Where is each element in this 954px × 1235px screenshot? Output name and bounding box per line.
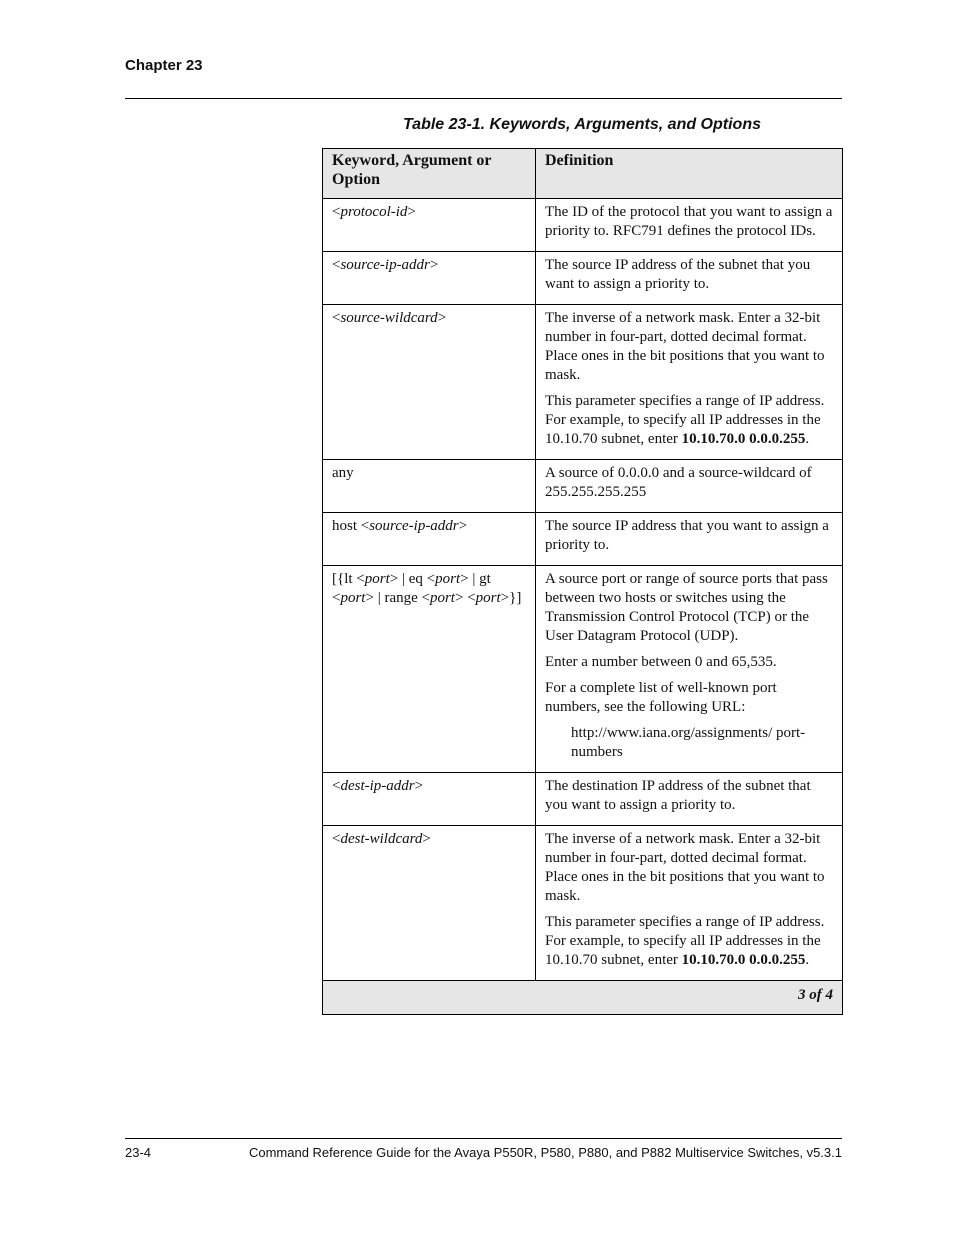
definition-cell [536,199,843,252]
header-rule [125,98,842,99]
footer-rule [125,1138,842,1139]
definition-paragraph: This parameter specifies a range of IP address. For example, to specify all IP addresses in the 10.10.70 subnet, enter 10.10.70.0 0.0.0.255. [545,914,825,968]
definition-paragraph: The source IP address that you want to assign a priority to. [545,518,829,553]
keyword-placeholder: port [435,571,461,587]
table-row [323,199,843,252]
keyword-cell: <dest-wildcard> [323,826,536,981]
keyword-placeholder: source-ip-addr [340,257,430,273]
definition-paragraph: A source port or range of source ports that pass between two hosts or switches using the Transmission Control Protocol (TCP) or the User Datagram Protocol (UDP). [545,571,828,644]
example-value: 10.10.70.0 0.0.0.255 [681,431,806,447]
column-header-keyword: Keyword, Argument or Option [323,149,536,199]
document-title: Command Reference Guide for the Avaya P550R, P580, P880, and P882 Multiservice Switches, v5.3.1 [248,1145,842,1160]
keyword-placeholder: source-wildcard [340,310,438,326]
table-row [323,566,843,773]
definition-paragraph: A source of 0.0.0.0 and a source-wildcard of 255.255.255.255 [545,465,812,500]
example-value: 10.10.70.0 0.0.0.255 [681,952,806,968]
definition-cell [536,566,843,773]
table-page-indicator: 3 of 4 [323,981,843,1015]
chapter-heading: Chapter 23 [125,57,203,74]
definition-paragraph: The destination IP address of the subnet that you want to assign a priority to. [545,778,811,813]
definition-cell [536,460,843,513]
column-header-definition: Definition [536,149,843,199]
table-header-row [323,149,843,199]
table-row [323,252,843,305]
keyword-placeholder: port [429,590,455,606]
keyword-cell: host <source-ip-addr> [323,513,536,566]
definition-paragraph: For a complete list of well-known port numbers, see the following URL: [545,680,777,715]
keyword-cell: <source-ip-addr> [323,252,536,305]
keyword-placeholder: protocol-id [340,204,408,220]
definition-paragraph: This parameter specifies a range of IP address. For example, to specify all IP addresses in the 10.10.70 subnet, enter 10.10.70.0 0.0.0.255. [545,393,825,447]
definition-cell [536,773,843,826]
keyword-placeholder: port [364,571,390,587]
table-row [323,305,843,460]
keyword-placeholder: port [475,590,501,606]
definition-cell [536,252,843,305]
page-number: 23-4 [125,1145,152,1160]
table-row [323,826,843,981]
keyword-cell: <source-wildcard> [323,305,536,460]
keyword-placeholder: port [340,590,366,606]
definition-paragraph: Enter a number between 0 and 65,535. [545,654,777,670]
keyword-placeholder: source-ip-addr [369,518,459,534]
table-caption: Table 23-1. Keywords, Arguments, and Options [403,116,761,133]
keyword-cell: [{lt <port> | eq <port> | gt <port> | range <port> <port>}] [323,566,536,773]
keyword-cell: any [323,460,536,513]
definition-cell [536,513,843,566]
definition-paragraph: The inverse of a network mask. Enter a 32-bit number in four-part, dotted decimal format. Place ones in the bit positions that you want to mask. [545,831,825,904]
table-footer-row [323,981,843,1015]
definition-cell [536,826,843,981]
definition-cell [536,305,843,460]
keyword-cell: <dest-ip-addr> [323,773,536,826]
definition-paragraph: The inverse of a network mask. Enter a 32-bit number in four-part, dotted decimal format. Place ones in the bit positions that you want to mask. [545,310,825,383]
keyword-placeholder: dest-wildcard [340,831,423,847]
definition-paragraph: The source IP address of the subnet that you want to assign a priority to. [545,257,811,292]
keyword-cell: <protocol-id> [323,199,536,252]
table-row [323,460,843,513]
table-row [323,773,843,826]
definition-paragraph: The ID of the protocol that you want to assign a priority to. RFC791 defines the protocol IDs. [545,204,833,239]
table-row [323,513,843,566]
keyword-placeholder: dest-ip-addr [340,778,415,794]
table-body [323,199,843,981]
keywords-table [322,148,843,1015]
reference-url: http://www.iana.org/assignments/ port-numbers [571,725,806,760]
